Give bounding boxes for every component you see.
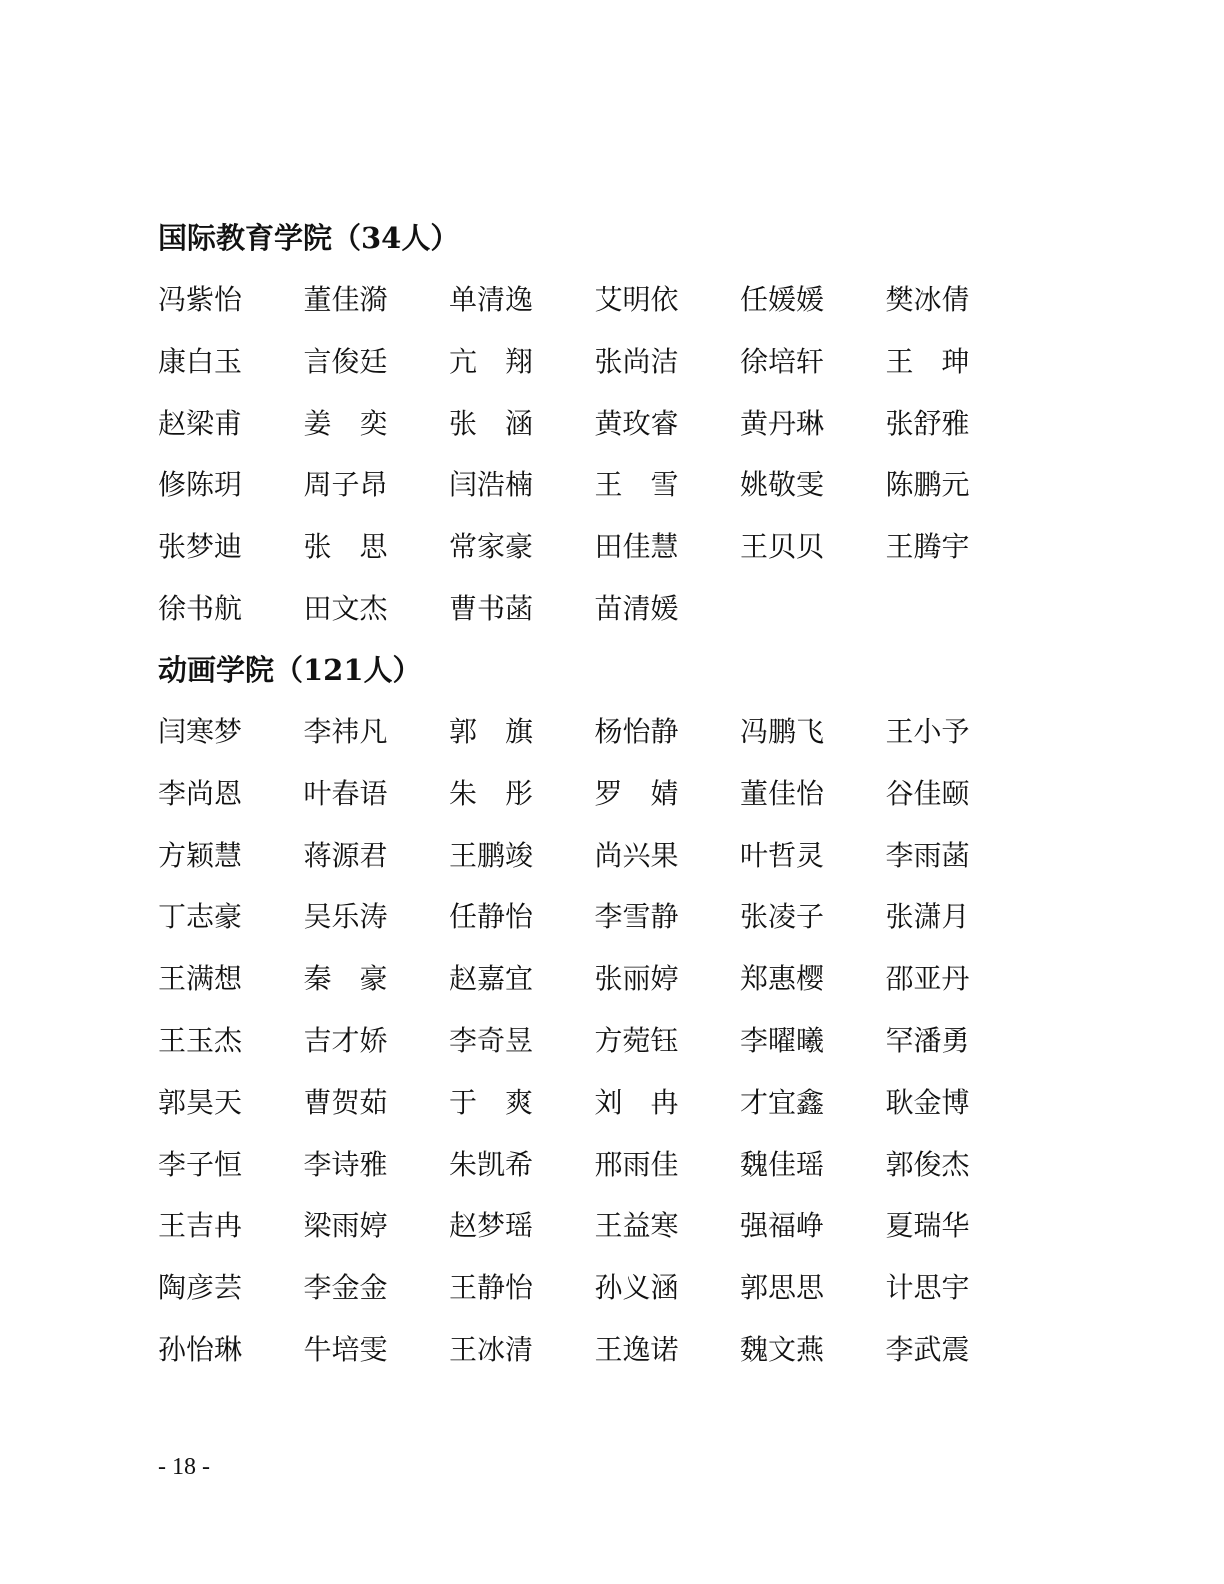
student-name: 董佳怡 — [740, 776, 825, 810]
page-number: - 18 - — [158, 1454, 210, 1480]
student-name: 李子恒 — [158, 1147, 243, 1181]
student-name: 于爽 — [449, 1085, 562, 1119]
student-name: 艾明依 — [594, 283, 679, 316]
student-name: 计思宇 — [885, 1271, 970, 1305]
student-name: 郑惠樱 — [740, 962, 825, 996]
student-name: 王冰清 — [449, 1332, 534, 1366]
student-name: 魏文燕 — [740, 1332, 825, 1366]
student-name: 李雨菡 — [885, 838, 970, 872]
name-row — [158, 897, 1058, 959]
student-name: 梁雨婷 — [303, 1209, 388, 1243]
name-list-animation — [158, 712, 1058, 1392]
student-name: 言俊廷 — [303, 344, 388, 378]
student-name: 王静怡 — [449, 1271, 534, 1305]
student-name: 赵梦瑶 — [449, 1209, 534, 1243]
student-name: 吴乐涛 — [303, 900, 388, 934]
name-row — [158, 1145, 1058, 1207]
student-name: 王满想 — [158, 962, 243, 996]
student-name: 罕潘勇 — [885, 1023, 970, 1057]
student-name: 张舒雅 — [885, 406, 970, 440]
name-row — [158, 836, 1058, 898]
name-row — [158, 774, 1058, 836]
student-name: 尚兴果 — [594, 838, 679, 872]
student-name: 郭昊天 — [158, 1085, 243, 1119]
student-name: 任静怡 — [449, 900, 534, 934]
student-name: 强福峥 — [740, 1209, 825, 1243]
student-name: 朱凯希 — [449, 1147, 534, 1181]
name-row — [158, 342, 1058, 404]
student-name: 李武震 — [885, 1332, 970, 1366]
student-name: 赵嘉宜 — [449, 962, 534, 996]
student-name: 邢雨佳 — [594, 1147, 679, 1181]
student-name: 徐书航 — [158, 591, 243, 625]
student-name: 王逸诺 — [594, 1332, 679, 1366]
student-name: 李雪静 — [594, 900, 679, 934]
student-name: 刘冉 — [594, 1085, 707, 1119]
student-name: 黄玫睿 — [594, 406, 679, 440]
student-name: 罗婧 — [594, 776, 707, 810]
student-name: 王鹏竣 — [449, 838, 534, 872]
name-row — [158, 465, 1058, 527]
student-name: 亢翔 — [449, 344, 562, 378]
student-name: 叶春语 — [303, 776, 388, 810]
section-title-animation: 动画学院（121人） — [158, 653, 422, 687]
student-name: 修陈玥 — [158, 468, 243, 502]
student-name: 陶彦芸 — [158, 1271, 243, 1305]
student-name: 李祎凡 — [303, 715, 388, 748]
name-list-international-education — [158, 280, 1058, 651]
student-name: 田文杰 — [303, 591, 388, 625]
student-name: 王小予 — [885, 715, 970, 748]
student-name: 叶哲灵 — [740, 838, 825, 872]
student-name: 孙义涵 — [594, 1271, 679, 1305]
student-name: 耿金博 — [885, 1085, 970, 1119]
name-row — [158, 527, 1058, 589]
student-name: 闫寒梦 — [158, 715, 243, 748]
student-name: 张思 — [303, 530, 416, 564]
student-name: 冯鹏飞 — [740, 715, 825, 748]
student-name: 张凌子 — [740, 900, 825, 934]
student-name: 黄丹琳 — [740, 406, 825, 440]
student-name: 王益寒 — [594, 1209, 679, 1243]
name-row — [158, 1330, 1058, 1392]
student-name: 李尚恩 — [158, 776, 243, 810]
student-name: 张梦迪 — [158, 530, 243, 564]
student-name: 田佳慧 — [594, 530, 679, 564]
student-name: 李金金 — [303, 1271, 388, 1305]
name-row — [158, 1021, 1058, 1083]
name-row — [158, 280, 1058, 342]
name-row — [158, 1268, 1058, 1330]
student-name: 郭思思 — [740, 1271, 825, 1305]
student-name: 王雪 — [594, 468, 707, 502]
student-name: 张尚洁 — [594, 344, 679, 378]
student-name: 谷佳颐 — [885, 776, 970, 810]
student-name: 樊冰倩 — [885, 283, 970, 316]
student-name: 秦豪 — [303, 962, 416, 996]
student-name: 郭旗 — [449, 715, 562, 748]
student-name: 康白玉 — [158, 344, 243, 378]
student-name: 董佳漪 — [303, 283, 388, 316]
student-name: 王玉杰 — [158, 1023, 243, 1057]
student-name: 李诗雅 — [303, 1147, 388, 1181]
student-name: 朱彤 — [449, 776, 562, 810]
student-name: 夏瑞华 — [885, 1209, 970, 1243]
student-name: 孙怡琳 — [158, 1332, 243, 1366]
student-name: 魏佳瑶 — [740, 1147, 825, 1181]
student-name: 张涵 — [449, 406, 562, 440]
name-row — [158, 1206, 1058, 1268]
student-name: 王珅 — [885, 344, 998, 378]
student-name: 曹贺茹 — [303, 1085, 388, 1119]
student-name: 周子昂 — [303, 468, 388, 502]
student-name: 任媛媛 — [740, 283, 825, 316]
section-title-international-education: 国际教育学院（34人） — [158, 221, 460, 255]
student-name: 陈鹏元 — [885, 468, 970, 502]
student-name: 王腾宇 — [885, 530, 970, 564]
student-name: 姚敬雯 — [740, 468, 825, 502]
student-name: 冯紫怡 — [158, 283, 243, 316]
name-row — [158, 712, 1058, 774]
student-name: 张潇月 — [885, 900, 970, 934]
student-name: 吉才娇 — [303, 1023, 388, 1057]
student-name: 闫浩楠 — [449, 468, 534, 502]
name-row — [158, 404, 1058, 466]
name-row — [158, 589, 1058, 651]
student-name: 姜奕 — [303, 406, 416, 440]
student-name: 方颖慧 — [158, 838, 243, 872]
student-name: 常家豪 — [449, 530, 534, 564]
student-name: 蒋源君 — [303, 838, 388, 872]
student-name: 苗清媛 — [594, 591, 679, 625]
student-name: 张丽婷 — [594, 962, 679, 996]
student-name: 丁志豪 — [158, 900, 243, 934]
student-name: 邵亚丹 — [885, 962, 970, 996]
student-name: 单清逸 — [449, 283, 534, 316]
student-name: 徐培轩 — [740, 344, 825, 378]
student-name: 赵梁甫 — [158, 406, 243, 440]
student-name: 杨怡静 — [594, 715, 679, 748]
student-name: 方菀钰 — [594, 1023, 679, 1057]
student-name: 李奇昱 — [449, 1023, 534, 1057]
student-name: 王贝贝 — [740, 530, 825, 564]
student-name: 郭俊杰 — [885, 1147, 970, 1181]
student-name: 李曜曦 — [740, 1023, 825, 1057]
name-row — [158, 959, 1058, 1021]
name-row — [158, 1083, 1058, 1145]
student-name: 牛培雯 — [303, 1332, 388, 1366]
student-name: 才宜鑫 — [740, 1085, 825, 1119]
student-name: 王吉冉 — [158, 1209, 243, 1243]
student-name: 曹书菡 — [449, 591, 534, 625]
